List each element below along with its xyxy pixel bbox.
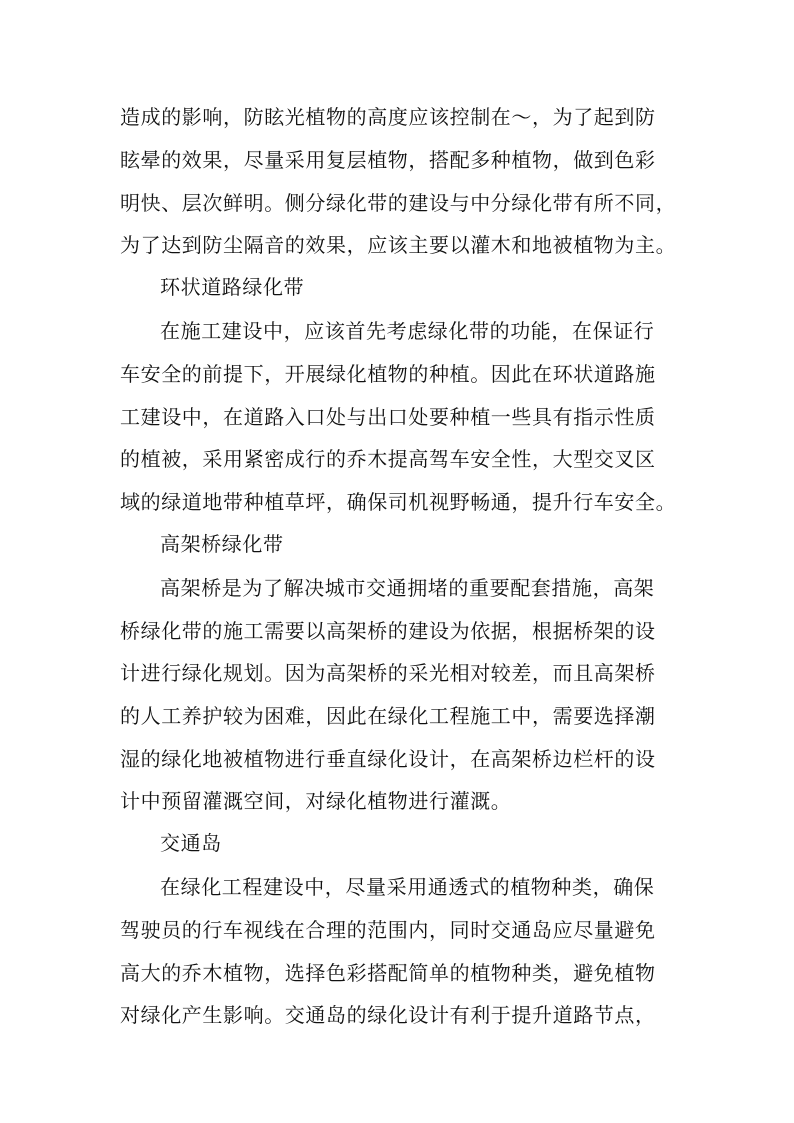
paragraph-line: 驾驶员的行车视线在合理的范围内，同时交通岛应尽量避免 — [120, 918, 656, 942]
paragraph-line: 明快、层次鲜明。侧分绿化带的建设与中分绿化带有所不同， — [120, 191, 677, 215]
section-heading: 交通岛 — [160, 831, 222, 855]
paragraph-line: 在绿化工程建设中，尽量采用通透式的植物种类，确保 — [160, 875, 655, 899]
section-heading: 环状道路绿化带 — [160, 275, 305, 299]
paragraph-line: 计进行绿化规划。因为高架桥的采光相对较差，而且高架桥 — [120, 661, 656, 685]
paragraph-line: 高大的乔木植物，选择色彩搭配简单的植物种类，避免植物 — [120, 961, 656, 985]
paragraph-line: 湿的绿化地被植物进行垂直绿化设计，在高架桥边栏杆的设 — [120, 747, 656, 771]
paragraph-line: 车安全的前提下，开展绿化植物的种植。因此在环状道路施 — [120, 362, 656, 386]
paragraph-line: 域的绿道地带种植草坪，确保司机视野畅通，提升行车安全。 — [120, 490, 677, 514]
paragraph-line: 高架桥是为了解决城市交通拥堵的重要配套措施，高架 — [160, 576, 655, 600]
paragraph-line: 计中预留灌溉空间，对绿化植物进行灌溉。 — [120, 789, 512, 813]
paragraph-line: 眩晕的效果，尽量采用复层植物，搭配多种植物，做到色彩 — [120, 148, 656, 172]
section-heading: 高架桥绿化带 — [160, 532, 284, 556]
paragraph-line: 对绿化产生影响。交通岛的绿化设计有利于提升道路节点， — [120, 1003, 656, 1027]
paragraph-line: 的人工养护较为困难，因此在绿化工程施工中，需要选择潮 — [120, 704, 656, 728]
paragraph-line: 工建设中，在道路入口处与出口处要种植一些具有指示性质 — [120, 405, 656, 429]
paragraph-line: 的植被，采用紧密成行的乔木提高驾车安全性，大型交叉区 — [120, 447, 656, 471]
paragraph-line: 为了达到防尘隔音的效果，应该主要以灌木和地被植物为主。 — [120, 233, 677, 257]
paragraph-line: 在施工建设中，应该首先考虑绿化带的功能，在保证行 — [160, 319, 655, 343]
paragraph-line: 桥绿化带的施工需要以高架桥的建设为依据，根据桥架的设 — [120, 619, 656, 643]
paragraph-line: 造成的影响，防眩光植物的高度应该控制在～，为了起到防 — [120, 105, 656, 129]
